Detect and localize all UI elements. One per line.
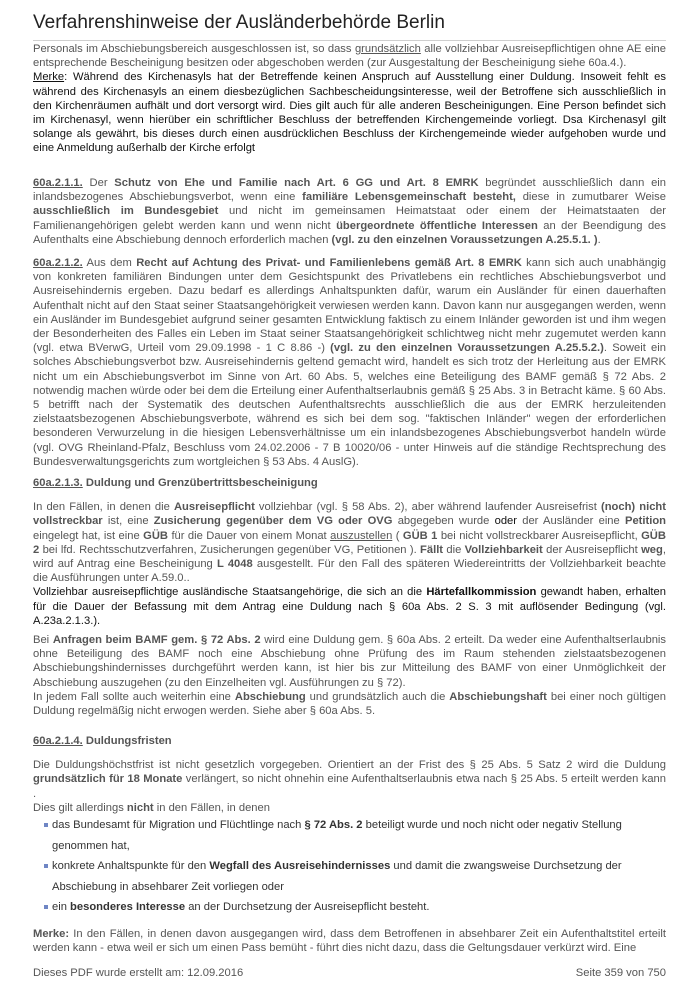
section-number: 60a.2.1.1. <box>33 177 83 189</box>
section-paragraph: Die Duldungshöchstfrist ist nicht gesetzlich vorgegeben. Orientiert an der Frist des § 25 Abs. 5 Satz 2 wird die Duldung grundsätzlich für 18 Monate verlängert, so nicht ohnehin eine Aufenthaltserlaubnis etwa nach § 25 Abs. 5 erteilt werden kann . <box>33 759 667 800</box>
section-paragraph: Bei Anfragen beim BAMF gem. § 72 Abs. 2 wird eine Duldung gem. § 60a Abs. 2 erteilt. Da weder eine Aufenthaltserlaubnis ohne Beteiligung des BAMF noch eine Abschiebung ohne Prüfung des im Raum stehenden zielstaatsbezogenen Abschiebungshindernisses durchgeführt werden kann, ist hier bis zur Mitteilung des BAMF von einer Unmöglichkeit der Abschiebung auszugehen (zu den Einzelheiten vgl. Ausführungen zu § 72). <box>33 634 666 689</box>
list-item: das Bundesamt für Migration und Flüchtlinge nach § 72 Abs. 2 beteiligt wurde und noch nicht oder negativ Stellung genommen hat, <box>33 815 666 856</box>
section-paragraph: Vollziehbar ausreisepflichtige ausländische Staatsangehörige, die sich an die Härtefallkommission gewandt haben, erhalten für die Dauer der Befassung mit dem Antrag eine Duldung nach § 60a Abs. 2 S. 3 mit auflösender Bedingung (vgl. A.23a.2.1.3.). <box>33 586 666 627</box>
page-title: Verfahrenshinweise der Ausländerbehörde Berlin <box>33 12 445 33</box>
section-number: 60a.2.1.2. <box>33 257 83 269</box>
section-60a-2-1-2 <box>33 256 666 469</box>
intro-section <box>33 42 666 156</box>
page-header <box>33 11 666 41</box>
section-paragraph: In den Fällen, in denen die Ausreisepflicht vollziehbar (vgl. § 58 Abs. 2), aber während laufender Ausreisefrist (noch) nicht vollstreckbar ist, eine Zusicherung gegenüber dem VG oder OVG abgegeben wurde oder der Ausländer eine Petition eingelegt hat, ist eine GÜB für die Dauer von einem Monat auszustellen ( GÜB 1 bei nicht vollstreckbarer Ausreisepflicht, GÜB 2 bei lfd. Rechtsschutzverfahren, Zusicherungen gegenüber VG, Petitionen ). Fällt die Vollziehbarkeit der Ausreisepflicht weg, wird auf Antrag eine Bescheinigung L 4048 ausgestellt. Für den Fall des späteren Wiedereintritts der Vollziehbarkeit beachte die Ausführungen unter A.59.0.. <box>33 501 667 585</box>
merke-label: Merke: <box>33 928 70 940</box>
intro-paragraph: Personals im Abschiebungsbereich ausgeschlossen ist, so dass grundsätzlich alle vollziehbar Ausreisepflichtigen ohne AE eine entsprechende Bescheinigung besitzen oder abgeschoben werden (zur Ausgestaltung der Bescheinigung siehe 60a.4.). <box>33 43 666 70</box>
merke-label: Merke <box>33 71 65 84</box>
merke-note-2 <box>33 927 666 955</box>
section-number: 60a.2.1.3. <box>33 477 83 489</box>
section-paragraph: Dies gilt allerdings nicht in den Fällen, in denen <box>33 801 270 814</box>
section-60a-2-1-1 <box>33 176 666 247</box>
condition-list <box>33 815 666 918</box>
section-paragraph: In jedem Fall sollte auch weiterhin eine Abschiebung und grundsätzlich auch die Abschiebungshaft bei einer noch gültigen Duldung regelmäßig nicht erwogen werden. Siehe aber § 60a Abs. 5. <box>33 690 666 718</box>
page-footer <box>33 966 666 980</box>
list-item: ein besonderes Interesse an der Durchsetzung der Ausreisepflicht besteht. <box>33 897 666 918</box>
section-paragraph: 60a.2.1.1. Der Schutz von Ehe und Familie nach Art. 6 GG und Art. 8 EMRK begründet ausschließlich dann ein inlandsbezogenes Abschiebungsverbot, wenn eine familiäre Lebensgemeinschaft besteht, diese in zumutbarer Weise ausschließlich im Bundesgebiet und nicht im gemeinsamen Heimatstaat oder einem der Heimatstaaten der Familienangehörigen gelebt werden kann und wenn nicht übergeordnete öffentliche Interessen an der Beendigung des Aufenthalts eine Abschiebung dennoch erforderlich machen (vgl. zu den einzelnen Voraussetzungen A.25.5.1. ). <box>33 177 667 246</box>
merke-paragraph: Merke: In den Fällen, in denen davon ausgegangen wird, dass dem Betroffenen in absehbarer Zeit ein Aufenthaltstitel erteilt werden kann - etwa weil er sich um einen Pass bemüht - führt dies nicht dazu, dass die Geltungsdauer verkürzt wird. Eine <box>33 928 666 955</box>
merke-note: Merke: Während des Kirchenasyls hat der Betreffende keinen Anspruch auf Ausstellung einer Duldung. Insoweit fehlt es während des Kirchenasyls an einem diesbezüglichen Sachbescheidungsinteresse, weil der Betroffene sich ausschließlich in den Kirchenräumen aufhält und dort versorgt wird. Dies gilt auch für alle anderen Bescheinigungen. Eine Person befindet sich im Kirchenasyl, wenn hierüber ein schriftlicher Beschluss der betreffenden Kirchengemeinde vorliegt. Dsa Kirchenasyl gilt solange als gewährt, bis dieses durch einen ausdrücklichen Beschluss der Kirchengemeinde wieder aufgehoben wurde und eine Anmeldung außerhalb der Kirche erfolgt <box>33 71 666 155</box>
list-item: konkrete Anhaltspunkte für den Wegfall des Ausreisehindernisses und damit die zwangsweise Durchsetzung der Abschiebung in absehbarer Zeit vorliegen oder <box>33 856 666 897</box>
section-heading: 60a.2.1.4. Duldungsfristen <box>33 735 172 747</box>
section-number: 60a.2.1.4. <box>33 735 83 747</box>
section-heading: 60a.2.1.3. Duldung und Grenzübertrittsbescheinigung <box>33 477 318 489</box>
section-paragraph: 60a.2.1.2. Aus dem Recht auf Achtung des Privat- und Familienlebens gemäß Art. 8 EMRK kann sich auch unabhängig von konkreten familiären Bindungen unter dem Gesichtspunkt des Privatlebens ein rechtliches Abschiebungsverbot und Ausreisehindernis ergeben. Dazu bedarf es allerdings Anhaltspunkten dafür, warum ein Ausländer für einen dauerhaften Aufenthalt nicht auf den Staat seiner Staatsangehörigkeit verwiesen werden kann. Davon kann nur ausgegangen werden, wenn ein Ausländer im Bundesgebiet aufgrund seiner gesamten Entwicklung faktisch zu einem Inländer geworden ist und ihm wegen der Besonderheiten des Falles ein Leben im Staat seiner Staatsangehörigkeit schlichtweg nicht mehr zugemutet werden kann (vgl. etwa BVerwG, Urteil vom 29.09.1998 - 1 C 8.86 -) (vgl. zu den einzelnen Voraussetzungen A.25.5.2.). Soweit ein solches Abschiebungsverbot bzw. Ausreisehindernis geltend gemacht wird, handelt es sich trotz der Herleitung aus der EMRK nicht um ein Abschiebungsverbot im Sinne von Art. 60 Abs. 5, welches eine Beteiligung des BAMF gemäß § 72 Abs. 2 notwendig machen würde oder bei dem die Erteilung einer Aufenthaltserlaubnis gemäß § 25 Abs. 3 in Betracht käme. § 60 Abs. 5 betrifft nach der Systematik des deutschen Aufenthaltsrechts ausschließlich die aus der EMRK herzuleitenden zielstaatsbezogenen Abschiebungsverbote, während es sich bei dem sog. "faktischen Inländer" wegen der erforderlichen besonderen Verwurzelung in die hiesigen Lebensverhältnisse um ein inlandsbezogenes Abschiebungsverbot handeln würde (vgl. OVG Rheinland-Pfalz, Beschluss vom 24.02.2006 - 7 B 10020/06 - unter Hinweis auf die ständige Rechtsprechung des Bundesverwaltungsgerichts zum wortgleichen § 53 Abs. 4 AuslG). <box>33 257 666 468</box>
section-60a-2-1-4 <box>33 734 666 918</box>
section-60a-2-1-3-cont <box>33 633 666 718</box>
created-date: Dieses PDF wurde erstellt am: 12.09.2016 <box>33 967 244 979</box>
page-number: Seite 359 von 750 <box>575 967 666 979</box>
section-60a-2-1-3 <box>33 476 666 628</box>
